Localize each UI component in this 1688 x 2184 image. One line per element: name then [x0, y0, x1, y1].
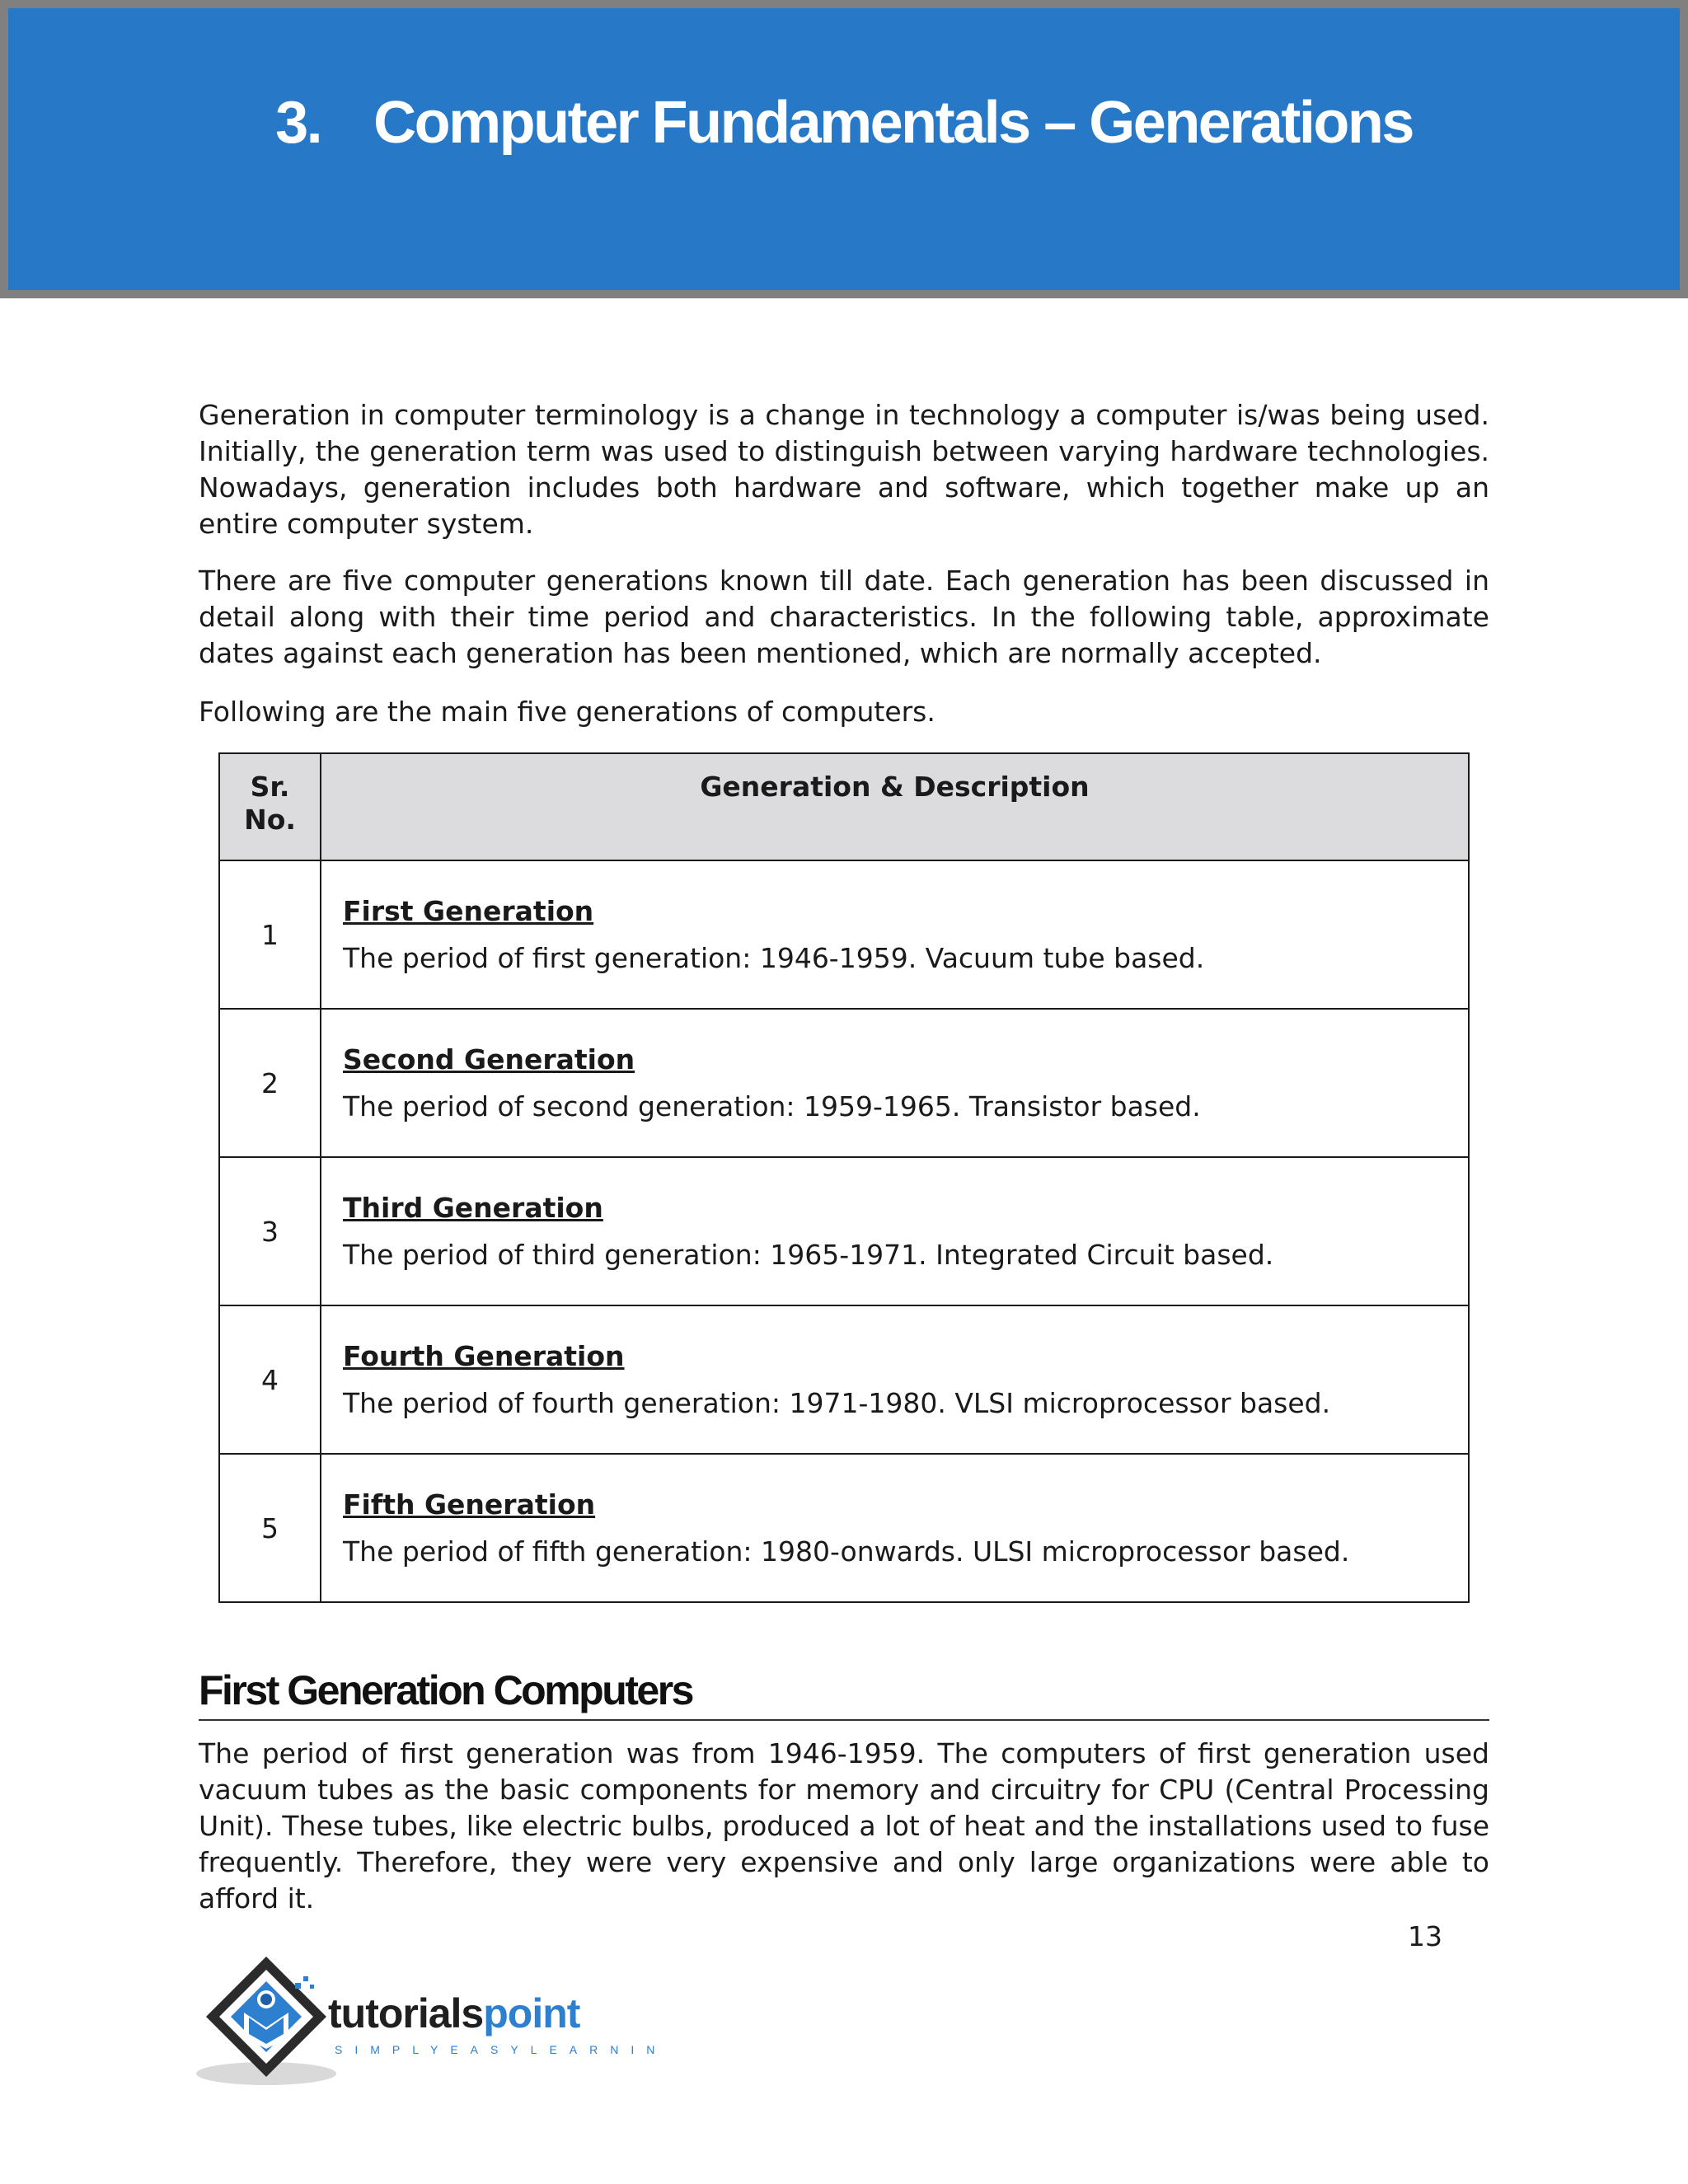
section-paragraph: The period of first generation was from 1946-1959. The computers of first generation used vacuum tubes as the basic components for memory and circuitry for CPU (Central Processing Unit). These tubes, like electric bulbs, produced a lot of heat and the installations used to fuse frequently. Therefore, they were very expensive and only large organizations were able to afford it. — [199, 1737, 1489, 1915]
generation-name: Fourth Generation — [343, 1340, 625, 1372]
table-header-row — [219, 753, 1469, 860]
tutorialspoint-logo — [196, 1952, 658, 2092]
brand-text-dark: tutorials — [328, 1990, 484, 2036]
section-heading: First Generation Computers — [199, 1666, 1489, 1721]
generation-name: Second Generation — [343, 1043, 635, 1076]
chapter-title-text: Computer Fundamentals – Generations — [373, 90, 1413, 156]
table-row — [219, 1305, 1469, 1454]
row-number: 4 — [219, 1305, 321, 1454]
header-description: Generation & Description — [321, 753, 1469, 860]
row-number: 1 — [219, 860, 321, 1009]
brand-tagline: SIMPLYEASYLEARNING — [335, 2043, 658, 2056]
row-description-cell — [321, 860, 1469, 1009]
chapter-banner — [0, 0, 1688, 298]
generations-table — [218, 752, 1470, 1603]
generation-description: The period of fifth generation: 1980-onwards. ULSI microprocessor based. — [343, 1535, 1350, 1568]
row-number: 3 — [219, 1157, 321, 1305]
table-row — [219, 1009, 1469, 1157]
row-description-cell — [321, 1157, 1469, 1305]
brand-text-blue: point — [483, 1990, 580, 2036]
row-description-cell — [321, 1009, 1469, 1157]
row-description-cell — [321, 1454, 1469, 1602]
chapter-title — [0, 89, 1688, 157]
table-row — [219, 1157, 1469, 1305]
generation-description: The period of fourth generation: 1971-1980. VLSI microprocessor based. — [343, 1387, 1331, 1419]
generation-description: The period of first generation: 1946-1959. Vacuum tube based. — [343, 942, 1205, 974]
generation-description: The period of third generation: 1965-1971. Integrated Circuit based. — [343, 1239, 1274, 1271]
intro-paragraph-2: There are five computer generations known till date. Each generation has been discussed in detail along with their time period and characteristics. In the following table, approximate dates against each generation has been mentioned, which are normally accepted. — [199, 565, 1489, 669]
row-description-cell — [321, 1305, 1469, 1454]
row-number: 5 — [219, 1454, 321, 1602]
header-sr-no-line2: No. — [244, 804, 296, 836]
svg-text:tutorialspoint — [328, 1990, 581, 2036]
page-number: 13 — [1408, 1920, 1442, 1952]
generation-name: First Generation — [343, 895, 594, 927]
intro-paragraph-3: Following are the main five generations of computers. — [199, 696, 935, 728]
table-row — [219, 1454, 1469, 1602]
intro-paragraph-1: Generation in computer terminology is a change in technology a computer is/was being used. Initially, the generation term was used to distinguish between varying hardware technologies. Nowadays, generation includes both hardware and software, which together make up an entire computer system. — [199, 399, 1489, 540]
chapter-number: 3. — [275, 90, 321, 156]
tutorialspoint-logo-icon — [196, 1952, 658, 2092]
header-sr-no — [219, 753, 321, 860]
generation-name: Third Generation — [343, 1192, 603, 1224]
header-sr-no-line1: Sr. — [250, 771, 290, 803]
generation-name: Fifth Generation — [343, 1488, 596, 1521]
table-row — [219, 860, 1469, 1009]
row-number: 2 — [219, 1009, 321, 1157]
generation-description: The period of second generation: 1959-1965. Transistor based. — [343, 1090, 1201, 1122]
